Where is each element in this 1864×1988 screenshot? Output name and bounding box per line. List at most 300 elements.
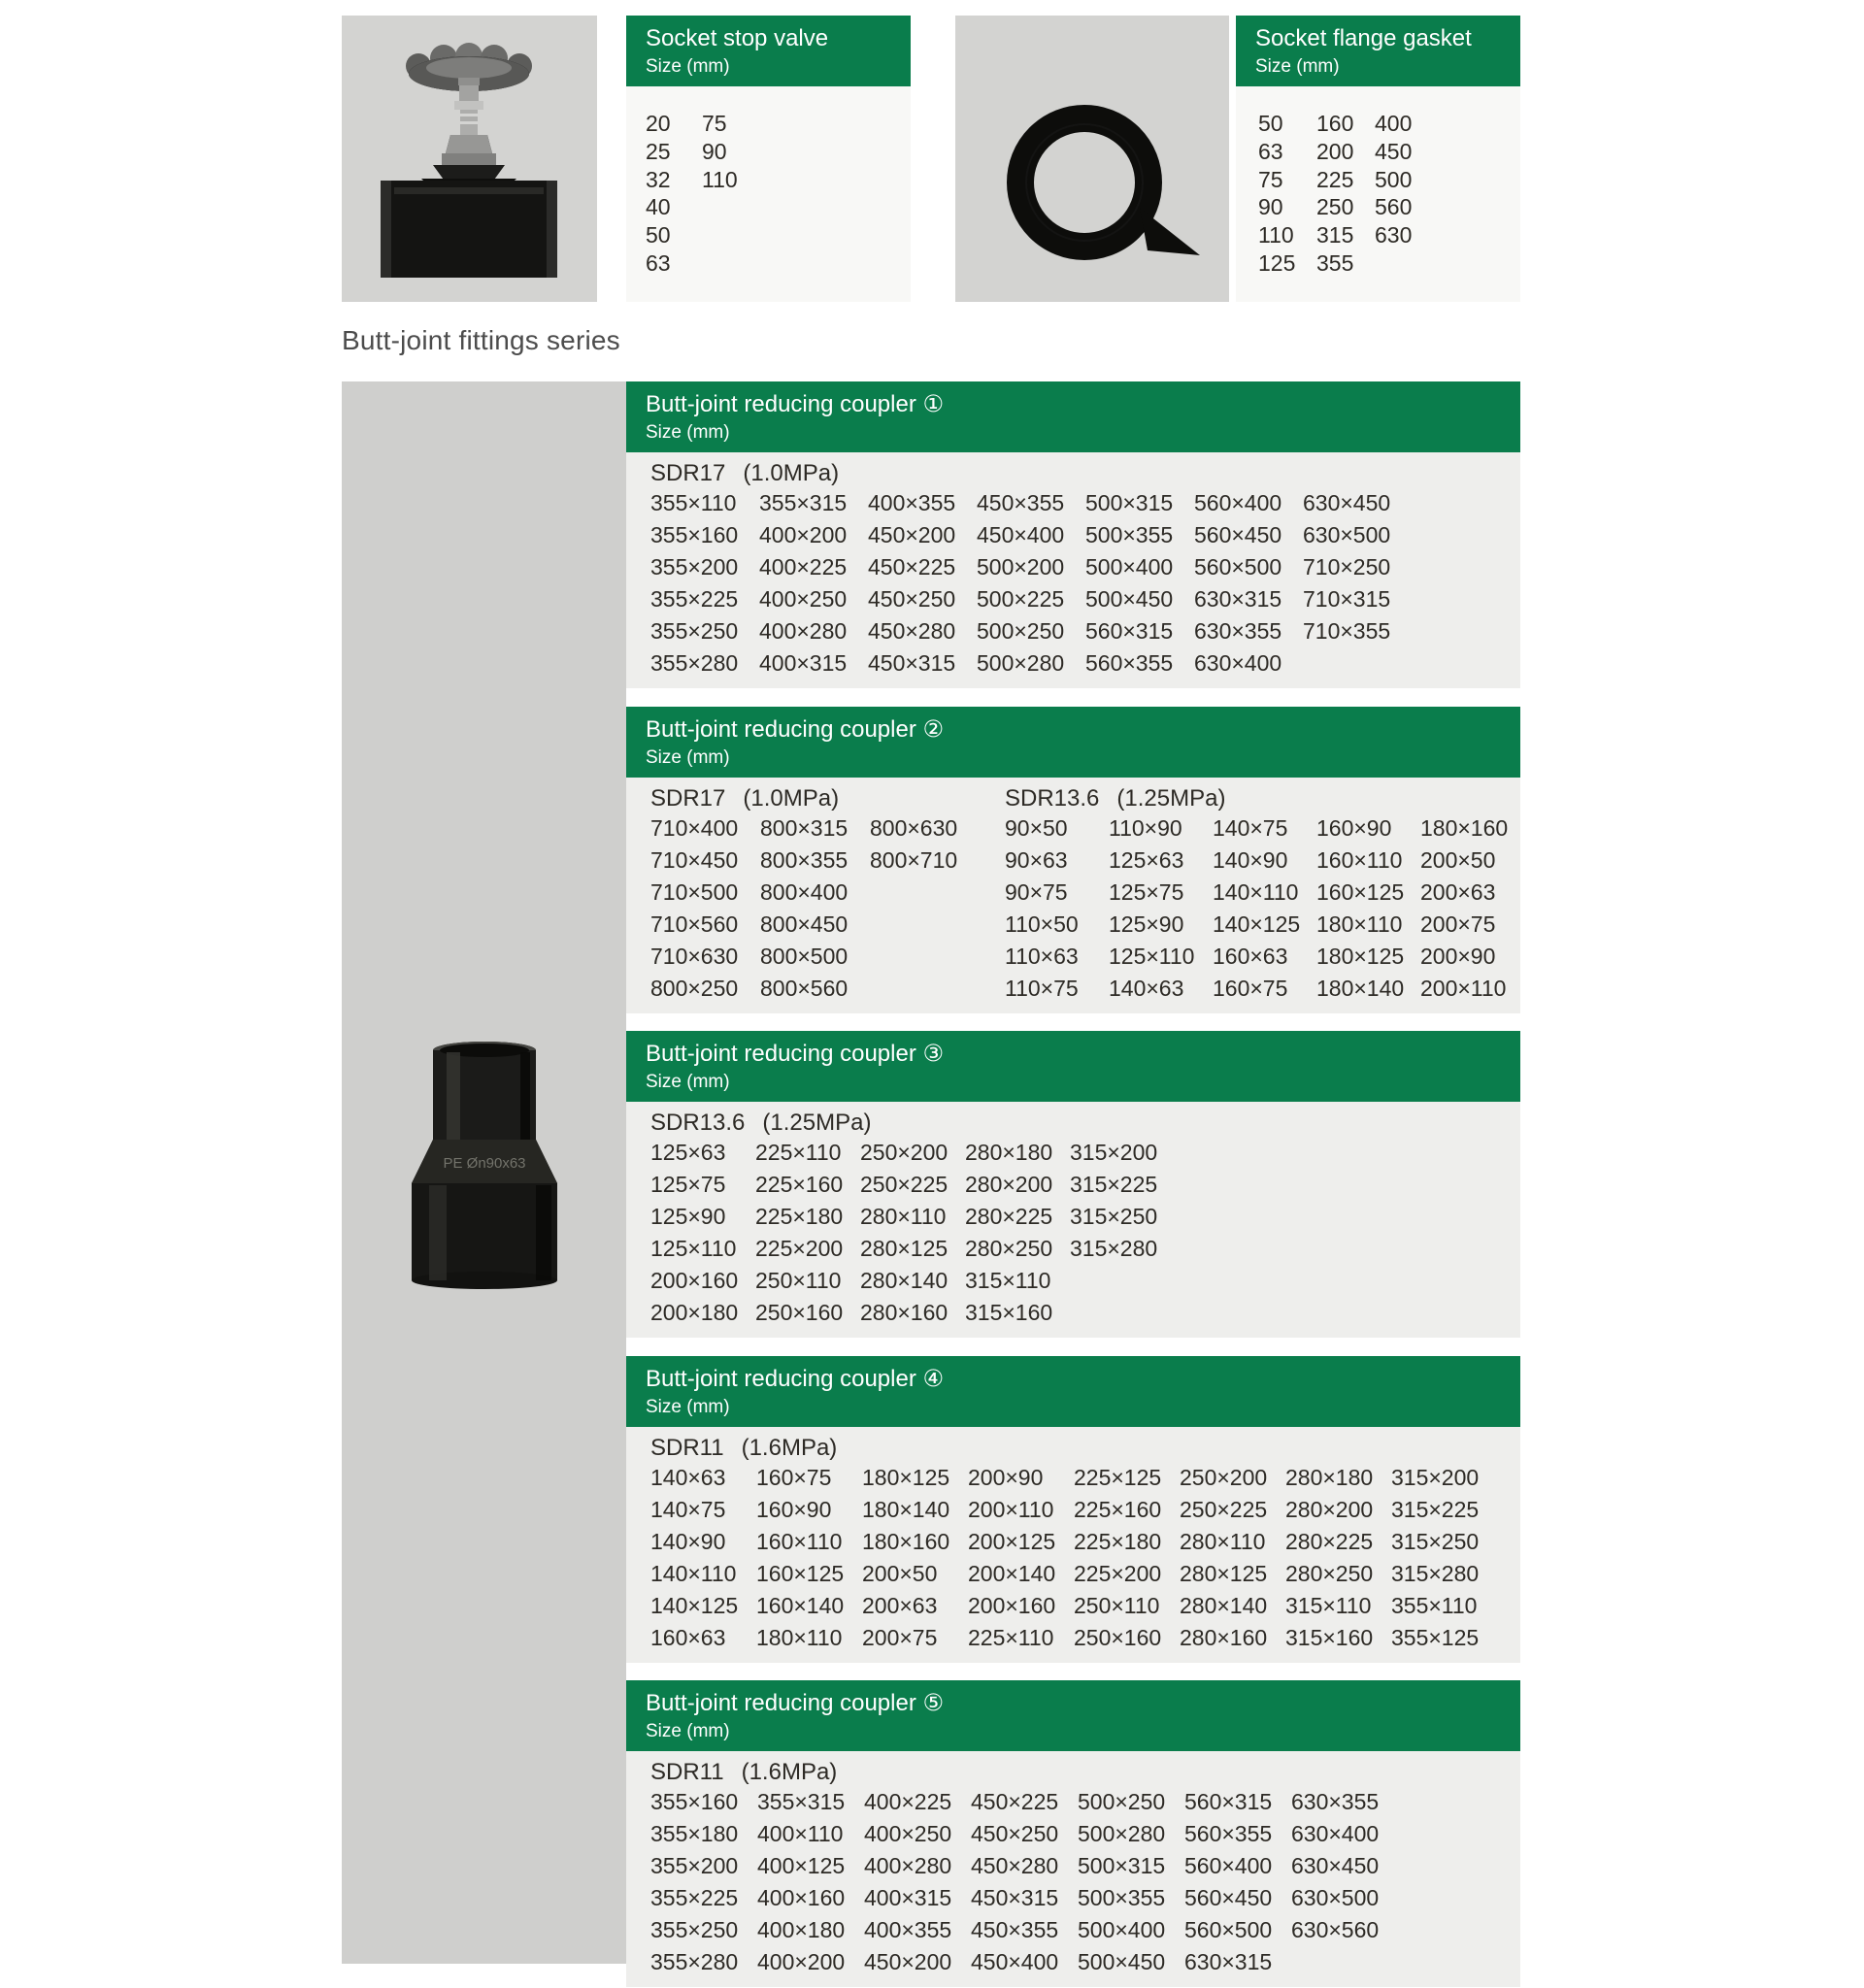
size-value: 400×250 <box>864 1820 952 1846</box>
size-value: 125×75 <box>650 1171 726 1197</box>
size-value: 125×110 <box>650 1235 737 1261</box>
size-column <box>702 110 758 302</box>
spec-label: SDR11 (1.6MPa) <box>650 1435 838 1461</box>
size-value: 400×315 <box>864 1884 952 1910</box>
size-value: 250×110 <box>755 1267 842 1293</box>
size-value: 355×125 <box>1391 1624 1480 1650</box>
size-value: 400×315 <box>759 649 848 676</box>
size-value: 500×280 <box>977 649 1065 676</box>
size-value: 400×110 <box>757 1820 844 1846</box>
size-value: 125×90 <box>650 1203 726 1229</box>
size-value: 160×125 <box>756 1560 845 1586</box>
spec-group <box>650 783 1005 1006</box>
size-value: 225×180 <box>755 1203 844 1229</box>
size-value: 225×180 <box>1074 1528 1162 1554</box>
size-value: 250×225 <box>860 1171 949 1197</box>
size-row <box>650 1528 1520 1560</box>
size-value: 140×63 <box>650 1465 726 1490</box>
size-row <box>650 489 1520 521</box>
size-value: 315×160 <box>965 1299 1053 1325</box>
size-value: 450×200 <box>868 521 956 547</box>
size-value: 400×355 <box>864 1916 952 1942</box>
size-value: 250×200 <box>860 1140 949 1165</box>
size-row <box>650 975 1005 1007</box>
table-body <box>626 452 1520 688</box>
size-value: 200×63 <box>862 1592 938 1618</box>
size-value: 500×355 <box>1078 1884 1166 1910</box>
size-value: 450×280 <box>971 1852 1059 1878</box>
product-photo-column <box>342 381 626 1964</box>
size-row <box>1005 814 1524 846</box>
size-value: 280×180 <box>965 1140 1053 1165</box>
size-value: 710×630 <box>650 943 739 969</box>
size-value: 63 <box>646 249 671 276</box>
size-value: 560×450 <box>1194 521 1282 547</box>
size-value: 110×90 <box>1109 815 1182 841</box>
size-value: 250×160 <box>1074 1624 1162 1650</box>
size-value: 355×225 <box>650 585 739 612</box>
size-value: 630 <box>1375 222 1413 248</box>
size-value: 125×63 <box>650 1140 726 1165</box>
size-value: 630×560 <box>1291 1916 1380 1942</box>
size-value: 225×110 <box>968 1624 1054 1650</box>
size-value: 355×160 <box>650 521 739 547</box>
size-value: 200 <box>1316 138 1354 164</box>
size-value: 125×63 <box>1109 846 1184 873</box>
size-value: 560×500 <box>1194 553 1282 580</box>
size-value: 355×110 <box>650 490 737 515</box>
size-row <box>650 1592 1520 1624</box>
size-value: 450×355 <box>971 1916 1059 1942</box>
size-value: 400×280 <box>864 1852 952 1878</box>
size-value: 180×110 <box>1316 911 1403 937</box>
size-value: 75 <box>702 111 727 136</box>
size-value: 110 <box>1258 222 1294 248</box>
size-row <box>650 1267 1520 1299</box>
size-row <box>650 1948 1520 1980</box>
size-value: 355×160 <box>650 1789 739 1814</box>
size-value: 355×250 <box>650 617 739 644</box>
size-value: 140×125 <box>650 1592 739 1618</box>
size-value: 225×200 <box>1074 1560 1162 1586</box>
size-value: 180×140 <box>1316 975 1405 1001</box>
table-title: Butt-joint reducing coupler ③ <box>646 1041 945 1067</box>
table-header <box>626 707 1520 778</box>
size-value: 225×125 <box>1074 1465 1162 1490</box>
size-value: 280×160 <box>1180 1624 1268 1650</box>
size-value: 200×110 <box>968 1496 1054 1522</box>
socket-flange-gasket-card <box>1236 16 1520 302</box>
size-value: 355×315 <box>759 490 848 515</box>
size-value: 180×110 <box>756 1624 843 1650</box>
size-column <box>1258 110 1316 302</box>
spec-label: SDR17 (1.0MPa) <box>650 785 840 812</box>
size-value: 355×225 <box>650 1884 739 1910</box>
pressure-rating: (1.25MPa) <box>1116 785 1226 812</box>
size-value: 140×75 <box>650 1496 726 1522</box>
size-value: 225×200 <box>755 1235 844 1261</box>
size-value: 125×90 <box>1109 911 1184 937</box>
size-value: 200×160 <box>650 1267 739 1293</box>
size-value: 500×355 <box>1085 521 1174 547</box>
size-value: 110×50 <box>1005 911 1079 937</box>
size-value: 450×280 <box>868 617 956 644</box>
size-value: 250×160 <box>755 1299 844 1325</box>
size-row <box>650 521 1520 553</box>
flange-gasket-illustration <box>955 16 1229 302</box>
size-value: 250×225 <box>1180 1496 1268 1522</box>
table-header <box>626 1031 1520 1102</box>
size-value: 160×125 <box>1316 878 1405 905</box>
size-value: 560×315 <box>1085 617 1174 644</box>
size-value: 560×450 <box>1184 1884 1273 1910</box>
size-value: 355×200 <box>650 1852 739 1878</box>
size-value: 500×450 <box>1085 585 1174 612</box>
size-value: 40 <box>646 194 671 220</box>
pressure-rating: (1.6MPa) <box>741 1435 838 1461</box>
size-value: 500×450 <box>1078 1948 1166 1974</box>
size-value: 225 <box>1316 166 1354 192</box>
size-row <box>1005 975 1524 1007</box>
size-row <box>650 1464 1520 1496</box>
size-value: 250×110 <box>1074 1592 1160 1618</box>
size-row <box>650 1299 1520 1331</box>
table-body <box>626 1427 1520 1663</box>
size-value: 400×125 <box>757 1852 846 1878</box>
size-value: 355 <box>1316 249 1354 276</box>
size-value: 280×225 <box>1285 1528 1374 1554</box>
size-value: 315×200 <box>1391 1465 1480 1490</box>
size-value: 140×125 <box>1213 911 1301 937</box>
size-value: 710×355 <box>1303 617 1391 644</box>
size-row <box>1005 943 1524 975</box>
size-value: 560×400 <box>1184 1852 1273 1878</box>
size-value: 400×225 <box>864 1789 952 1814</box>
size-value: 800×250 <box>650 975 739 1001</box>
socket-stop-valve-photo <box>342 16 597 302</box>
size-value: 200×110 <box>1420 975 1507 1001</box>
size-value: 500×315 <box>1078 1852 1166 1878</box>
size-value: 140×110 <box>1213 878 1299 905</box>
spec-label: SDR13.6 (1.25MPa) <box>650 1110 872 1136</box>
size-row <box>650 911 1005 943</box>
size-value: 280×180 <box>1285 1465 1374 1490</box>
size-value: 355×315 <box>757 1789 846 1814</box>
size-value: 180×160 <box>1420 815 1509 841</box>
size-value: 160×63 <box>1213 943 1288 969</box>
spec-label: SDR13.6 (1.25MPa) <box>1005 785 1226 812</box>
size-value: 710×400 <box>650 815 739 841</box>
table-header <box>626 1356 1520 1427</box>
table-body <box>626 778 1520 1013</box>
socket-flange-gasket-photo <box>955 16 1229 302</box>
size-value: 280×110 <box>1180 1528 1266 1554</box>
table-title: Butt-joint reducing coupler ① <box>646 391 945 417</box>
size-value: 355×280 <box>650 649 739 676</box>
table-size-label: Size (mm) <box>646 422 730 443</box>
spec-group <box>650 1108 1520 1330</box>
coupler-table-2 <box>626 707 1520 1013</box>
size-value: 630×500 <box>1291 1884 1380 1910</box>
size-value: 800×355 <box>760 846 849 873</box>
size-row <box>650 1916 1520 1948</box>
size-value: 180×125 <box>862 1465 950 1490</box>
size-row <box>650 1820 1520 1852</box>
size-value: 160×75 <box>756 1465 832 1490</box>
size-value: 160×110 <box>756 1528 843 1554</box>
size-value: 400×250 <box>759 585 848 612</box>
size-list <box>1236 86 1520 302</box>
size-value: 630×450 <box>1303 490 1391 515</box>
size-value: 280×250 <box>1285 1560 1374 1586</box>
size-row <box>650 617 1520 649</box>
size-value: 90 <box>1258 194 1283 220</box>
size-value: 630×400 <box>1291 1820 1380 1846</box>
size-value: 200×63 <box>1420 878 1496 905</box>
size-value: 200×160 <box>968 1592 1056 1618</box>
size-value: 32 <box>646 166 671 192</box>
size-value: 450 <box>1375 138 1413 164</box>
size-value: 200×180 <box>650 1299 739 1325</box>
size-value: 500×315 <box>1085 490 1174 515</box>
size-value: 800×500 <box>760 943 849 969</box>
size-value: 560×355 <box>1085 649 1174 676</box>
size-row <box>1005 878 1524 911</box>
size-value: 710×500 <box>650 878 739 905</box>
size-value: 315×280 <box>1391 1560 1480 1586</box>
size-row <box>650 553 1520 585</box>
size-value: 280×125 <box>860 1235 949 1261</box>
pressure-rating: (1.25MPa) <box>762 1110 872 1136</box>
size-value: 630×400 <box>1194 649 1282 676</box>
size-row <box>650 649 1520 681</box>
size-value: 630×500 <box>1303 521 1391 547</box>
size-value: 355×280 <box>650 1948 739 1974</box>
size-value: 280×225 <box>965 1203 1053 1229</box>
table-size-label: Size (mm) <box>646 747 730 768</box>
size-value: 450×225 <box>868 553 956 580</box>
size-value: 280×110 <box>860 1203 947 1229</box>
size-value: 250×200 <box>1180 1465 1268 1490</box>
size-value: 125×75 <box>1109 878 1184 905</box>
table-header <box>626 381 1520 452</box>
size-value: 500×400 <box>1078 1916 1166 1942</box>
size-value: 560×355 <box>1184 1820 1273 1846</box>
size-value: 500×400 <box>1085 553 1174 580</box>
size-value: 280×200 <box>1285 1496 1374 1522</box>
spec-group <box>1005 783 1524 1006</box>
size-value: 160×90 <box>1316 815 1392 841</box>
size-value: 125×110 <box>1109 943 1195 969</box>
table-title: Butt-joint reducing coupler ② <box>646 716 945 743</box>
size-value: 140×90 <box>650 1528 726 1554</box>
size-row <box>650 1235 1520 1267</box>
size-value: 450×315 <box>868 649 956 676</box>
size-value: 560×315 <box>1184 1789 1273 1814</box>
card-header <box>1236 16 1520 86</box>
size-value: 500×200 <box>977 553 1065 580</box>
size-value: 355×180 <box>650 1820 739 1846</box>
size-row <box>650 943 1005 975</box>
size-value: 110×75 <box>1005 975 1079 1001</box>
size-value: 180×140 <box>862 1496 950 1522</box>
size-value: 710×315 <box>1303 585 1391 612</box>
size-value: 560×500 <box>1184 1916 1273 1942</box>
size-row <box>650 846 1005 878</box>
size-value: 225×110 <box>755 1140 842 1165</box>
size-value: 400 <box>1375 111 1413 136</box>
size-value: 200×75 <box>862 1624 938 1650</box>
size-value: 315×200 <box>1070 1140 1158 1165</box>
size-column <box>1316 110 1375 302</box>
coupler-table-4 <box>626 1356 1520 1663</box>
size-value: 200×90 <box>1420 943 1496 969</box>
size-value: 630×355 <box>1194 617 1282 644</box>
size-value: 160×63 <box>650 1624 726 1650</box>
card-title: Socket flange gasket <box>1255 25 1472 51</box>
pressure-rating: (1.0MPa) <box>743 785 840 812</box>
size-value: 450×225 <box>971 1789 1059 1814</box>
size-row <box>650 1560 1520 1592</box>
size-value: 90 <box>702 138 727 164</box>
size-value: 450×250 <box>868 585 956 612</box>
size-row <box>650 1788 1520 1820</box>
size-value: 75 <box>1258 166 1283 192</box>
size-value: 280×160 <box>860 1299 949 1325</box>
size-value: 200×90 <box>968 1465 1044 1490</box>
pressure-rating: (1.6MPa) <box>741 1759 838 1785</box>
table-body <box>626 1102 1520 1338</box>
size-value: 180×125 <box>1316 943 1405 969</box>
size-value: 355×200 <box>650 553 739 580</box>
size-value: 50 <box>646 222 671 248</box>
size-row <box>650 1139 1520 1171</box>
size-value: 25 <box>646 138 671 164</box>
size-value: 63 <box>1258 138 1283 164</box>
size-value: 400×200 <box>757 1948 846 1974</box>
size-value: 500×225 <box>977 585 1065 612</box>
size-value: 315×110 <box>965 1267 1051 1293</box>
size-value: 140×90 <box>1213 846 1288 873</box>
size-value: 315×225 <box>1070 1171 1158 1197</box>
size-value: 450×400 <box>971 1948 1059 1974</box>
card-title: Socket stop valve <box>646 25 829 51</box>
size-value: 280×140 <box>860 1267 949 1293</box>
size-value: 200×50 <box>862 1560 938 1586</box>
size-value: 500×250 <box>977 617 1065 644</box>
size-value: 200×50 <box>1420 846 1496 873</box>
size-value: 160×110 <box>1316 846 1403 873</box>
size-value: 800×450 <box>760 911 849 937</box>
size-value: 315×160 <box>1285 1624 1374 1650</box>
table-size-label: Size (mm) <box>646 1072 730 1092</box>
size-value: 315×250 <box>1391 1528 1480 1554</box>
size-value: 355×110 <box>1391 1592 1478 1618</box>
size-value: 355×250 <box>650 1916 739 1942</box>
pressure-rating: (1.0MPa) <box>743 460 840 486</box>
size-column <box>646 110 702 302</box>
spec-group <box>650 458 1520 680</box>
size-row <box>1005 846 1524 878</box>
size-value: 125 <box>1258 249 1296 276</box>
size-row <box>650 878 1005 911</box>
size-value: 200×140 <box>968 1560 1056 1586</box>
size-value: 140×75 <box>1213 815 1288 841</box>
size-row <box>1005 911 1524 943</box>
size-row <box>650 1496 1520 1528</box>
size-value: 250 <box>1316 194 1354 220</box>
size-value: 500×250 <box>1078 1789 1166 1814</box>
size-value: 710×450 <box>650 846 739 873</box>
size-row <box>650 1884 1520 1916</box>
size-value: 630×315 <box>1194 585 1282 612</box>
size-value: 450×355 <box>977 490 1065 515</box>
size-value: 630×355 <box>1291 1789 1380 1814</box>
size-list <box>626 86 911 302</box>
size-value: 315×280 <box>1070 1235 1158 1261</box>
size-value: 400×280 <box>759 617 848 644</box>
size-value: 315×225 <box>1391 1496 1480 1522</box>
size-value: 450×250 <box>971 1820 1059 1846</box>
coupler-table-1 <box>626 381 1520 688</box>
size-value: 280×250 <box>965 1235 1053 1261</box>
table-title: Butt-joint reducing coupler ④ <box>646 1366 945 1392</box>
size-value: 800×400 <box>760 878 849 905</box>
size-value: 90×75 <box>1005 878 1068 905</box>
table-size-label: Size (mm) <box>646 1721 730 1741</box>
size-value: 800×315 <box>760 815 849 841</box>
size-value: 315×250 <box>1070 1203 1158 1229</box>
card-size-label: Size (mm) <box>646 56 730 77</box>
size-row <box>650 585 1520 617</box>
size-value: 400×180 <box>757 1916 846 1942</box>
spec-label: SDR11 (1.6MPa) <box>650 1759 838 1785</box>
size-value: 140×63 <box>1109 975 1184 1001</box>
size-column <box>1375 110 1433 302</box>
size-value: 800×630 <box>870 815 958 841</box>
spec-label: SDR17 (1.0MPa) <box>650 460 840 486</box>
size-value: 450×400 <box>977 521 1065 547</box>
size-value: 90×63 <box>1005 846 1068 873</box>
size-value: 500×280 <box>1078 1820 1166 1846</box>
size-value: 450×200 <box>864 1948 952 1974</box>
size-value: 450×315 <box>971 1884 1059 1910</box>
size-value: 160 <box>1316 111 1354 136</box>
table-body <box>626 1751 1520 1987</box>
size-value: 280×200 <box>965 1171 1053 1197</box>
size-row <box>650 814 1005 846</box>
table-size-label: Size (mm) <box>646 1397 730 1417</box>
size-value: 160×140 <box>756 1592 845 1618</box>
size-value: 315 <box>1316 222 1354 248</box>
reducing-coupler-photo <box>402 1040 567 1290</box>
size-value: 400×355 <box>868 490 956 515</box>
size-value: 110 <box>702 166 738 192</box>
size-value: 710×250 <box>1303 553 1391 580</box>
size-value: 800×710 <box>870 846 958 873</box>
size-value: 20 <box>646 111 671 136</box>
size-value: 630×315 <box>1184 1948 1273 1974</box>
spec-group <box>650 1757 1520 1979</box>
size-value: 800×560 <box>760 975 849 1001</box>
section-heading: Butt-joint fittings series <box>342 325 620 355</box>
size-value: 90×50 <box>1005 815 1068 841</box>
size-value: 160×90 <box>756 1496 832 1522</box>
size-value: 225×160 <box>755 1171 844 1197</box>
size-row <box>650 1852 1520 1884</box>
size-value: 280×125 <box>1180 1560 1268 1586</box>
spec-group <box>650 1433 1520 1655</box>
